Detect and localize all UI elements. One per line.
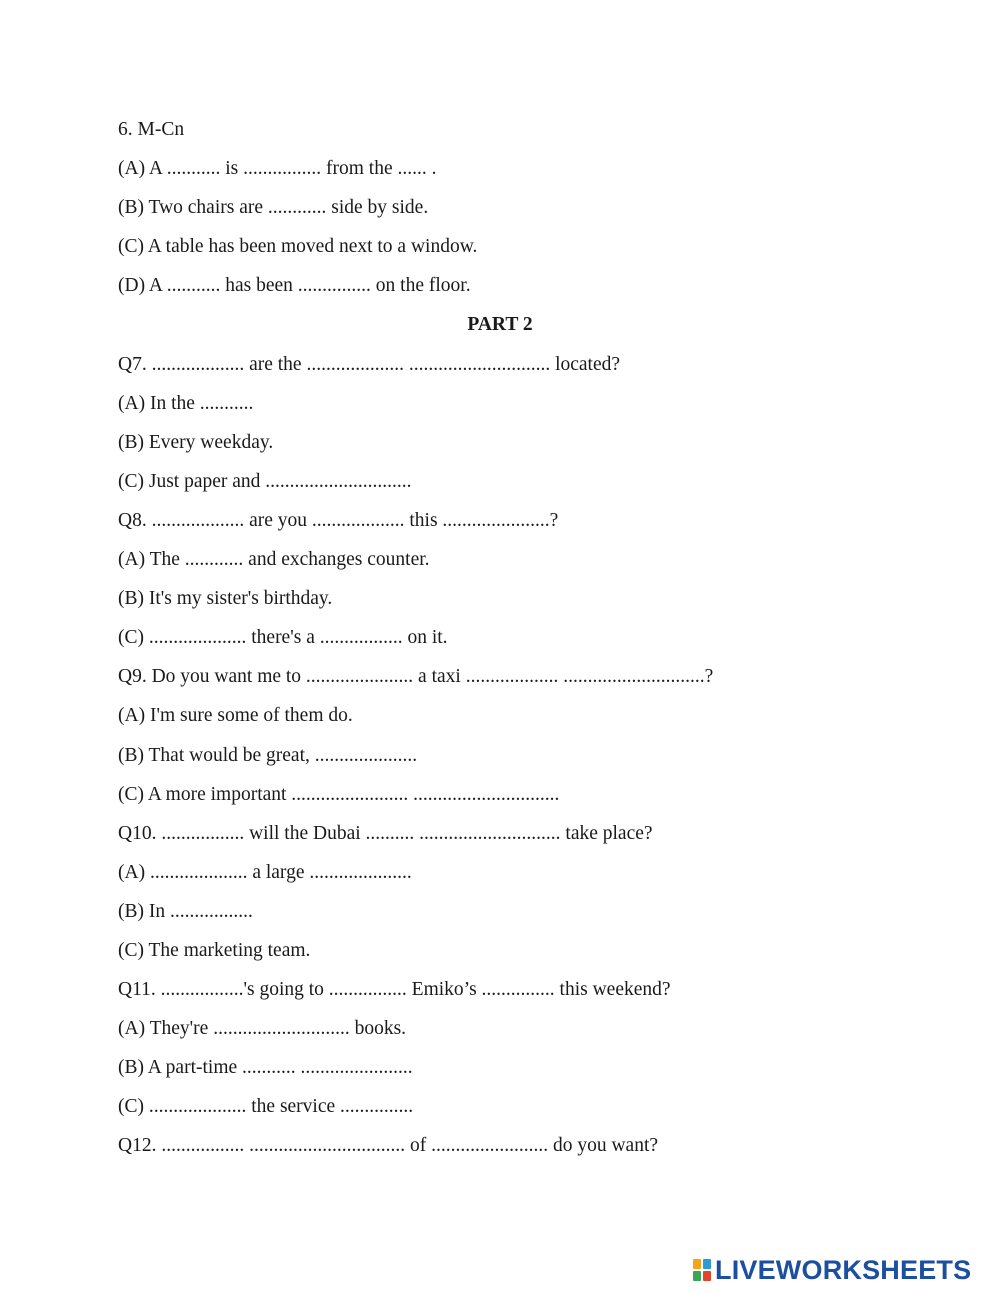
q11-option-c: (C) .................... the service ............... [118,1096,414,1118]
q6-option-b: (B) Two chairs are ............ side by side. [118,197,429,219]
question-8: Q8. ................... are you ................... this ......................? [118,509,559,531]
q8-option-b: (B) It's my sister's birthday. [118,588,333,610]
q10-option-c: (C) The marketing team. [118,939,311,961]
question-10: Q10. ................. will the Dubai .......... ............................. take place? [118,822,653,844]
logo-tile-2 [703,1259,711,1269]
liveworksheets-logo[interactable] [693,1255,971,1285]
q9-option-a: (A) I'm sure some of them do. [118,705,353,727]
question-9: Q9. Do you want me to ...................... a taxi ................... .............................? [118,666,714,688]
q6-option-c: (C) A table has been moved next to a window. [118,236,478,258]
liveworksheets-logo-icon [693,1259,711,1281]
q10-option-a: (A) .................... a large ..................... [118,861,412,883]
question-6-title: 6. M-Cn [118,119,185,140]
logo-tile-3 [693,1271,701,1281]
q7-option-b: (B) Every weekday. [118,431,274,453]
q10-option-b: (B) In ................. [118,900,253,922]
q6-option-a: (A) A ........... is ................ from the ...... . [118,158,437,180]
q7-option-c: (C) Just paper and .............................. [118,470,412,492]
q9-option-b: (B) That would be great, ..................... [118,744,418,766]
worksheet-body [118,116,888,1172]
logo-tile-1 [693,1259,701,1269]
q8-option-c: (C) .................... there's a ................. on it. [118,627,448,649]
q11-option-b: (B) A part-time ........... ....................... [118,1057,413,1079]
q9-option-c: (C) A more important ........................ .............................. [118,783,560,805]
question-7: Q7. ................... are the .................... ............................. located? [118,353,621,375]
q11-option-a: (A) They're ............................ books. [118,1018,407,1040]
liveworksheets-logo-text: LIVEWORKSHEETS [715,1254,972,1285]
question-12: Q12. ................. ................................ of ........................ do you want? [118,1135,659,1157]
part-2-heading: PART 2 [467,314,533,336]
q6-option-d: (D) A ........... has been ............... on the floor. [118,275,471,297]
logo-tile-4 [703,1271,711,1281]
q7-option-a: (A) In the ........... [118,392,254,414]
q8-option-a: (A) The ............ and exchanges counter. [118,549,430,571]
question-11: Q11. .................'s going to ................ Emiko’s ............... this weekend? [118,979,671,1001]
